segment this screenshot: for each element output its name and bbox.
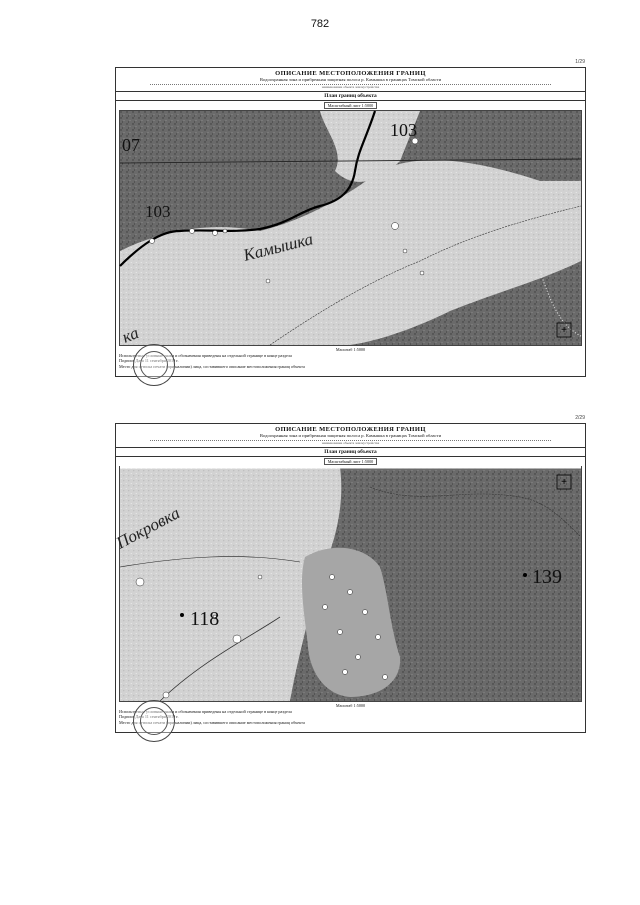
sheet-footer <box>116 708 585 728</box>
sheet-title: ОПИСАНИЕ МЕСТОПОЛОЖЕНИЯ ГРАНИЦ <box>275 70 426 77</box>
plan-title: План границ объекта <box>116 448 585 457</box>
footer-line: Подпись Дата 11 сентября 2019 г. <box>119 714 179 720</box>
north-arrow-icon: + <box>561 325 567 336</box>
sheet-header <box>116 424 585 448</box>
sheet-index: 1/29 <box>575 59 585 65</box>
map-canvas <box>112 467 581 701</box>
map-label: 118 <box>190 608 220 630</box>
map-frame <box>112 466 582 702</box>
map-canvas <box>120 111 581 345</box>
map-label: 103 <box>390 120 417 140</box>
boundary-sheet-1 <box>115 59 586 377</box>
map-label: 07 <box>122 135 140 155</box>
footer-line: Используемые условные знаки и обозначения приведены на отдельной странице в конце раздела <box>119 709 292 714</box>
sheet-footer <box>116 352 585 372</box>
sheet-subtitle: Водоохранная зона и прибрежная защитная полоса р. Камышка в границах Томской области <box>259 77 442 82</box>
sheet-index: 2/29 <box>575 415 585 421</box>
sheet-note: наименование объекта землеустройства <box>150 84 551 89</box>
sheet-note: наименование объекта землеустройства <box>150 440 551 445</box>
sheet-header <box>116 68 585 92</box>
point-dot <box>523 573 527 577</box>
north-arrow-icon: + <box>561 477 567 488</box>
footer-line: Место для оттиска печати (при наличии) лица, составившего описание местоположения границ объекта <box>119 719 305 725</box>
scale-top <box>116 459 585 464</box>
scale-bottom: Масштаб 1:5000 <box>335 703 366 708</box>
footer-line: Используемые условные знаки и обозначения приведены на отдельной странице в конце раздела <box>119 353 292 358</box>
map-label: 139 <box>532 566 562 588</box>
point-dot <box>180 613 184 617</box>
scale-top-label: Масштабный лист 1:5000 <box>324 458 378 465</box>
seal-stamp <box>133 700 175 742</box>
plan-title: План границ объекта <box>116 92 585 101</box>
footer-line: Подпись Дата 11 сентября 2019 г. <box>119 358 179 364</box>
scale-top-label: Масштабный лист 1:5000 <box>324 102 378 109</box>
boundary-sheet-2 <box>112 415 586 733</box>
seal-stamp <box>133 344 175 386</box>
map-label: Камышка <box>241 229 315 265</box>
map-label: Покровка <box>112 503 183 553</box>
scale-bottom: Масштаб 1:5000 <box>335 347 366 352</box>
sheet-title: ОПИСАНИЕ МЕСТОПОЛОЖЕНИЯ ГРАНИЦ <box>275 426 426 433</box>
map-label: 103 <box>145 202 171 221</box>
page-number: 782 <box>310 18 330 30</box>
map-label: ка <box>119 323 142 347</box>
scale-top <box>116 103 585 108</box>
sheet-subtitle: Водоохранная зона и прибрежная защитная полоса р. Камышка в границах Томской области <box>259 433 442 438</box>
footer-line: Место для оттиска печати (при наличии) лица, составившего описание местоположения границ объекта <box>119 363 305 369</box>
map-frame <box>119 110 582 346</box>
